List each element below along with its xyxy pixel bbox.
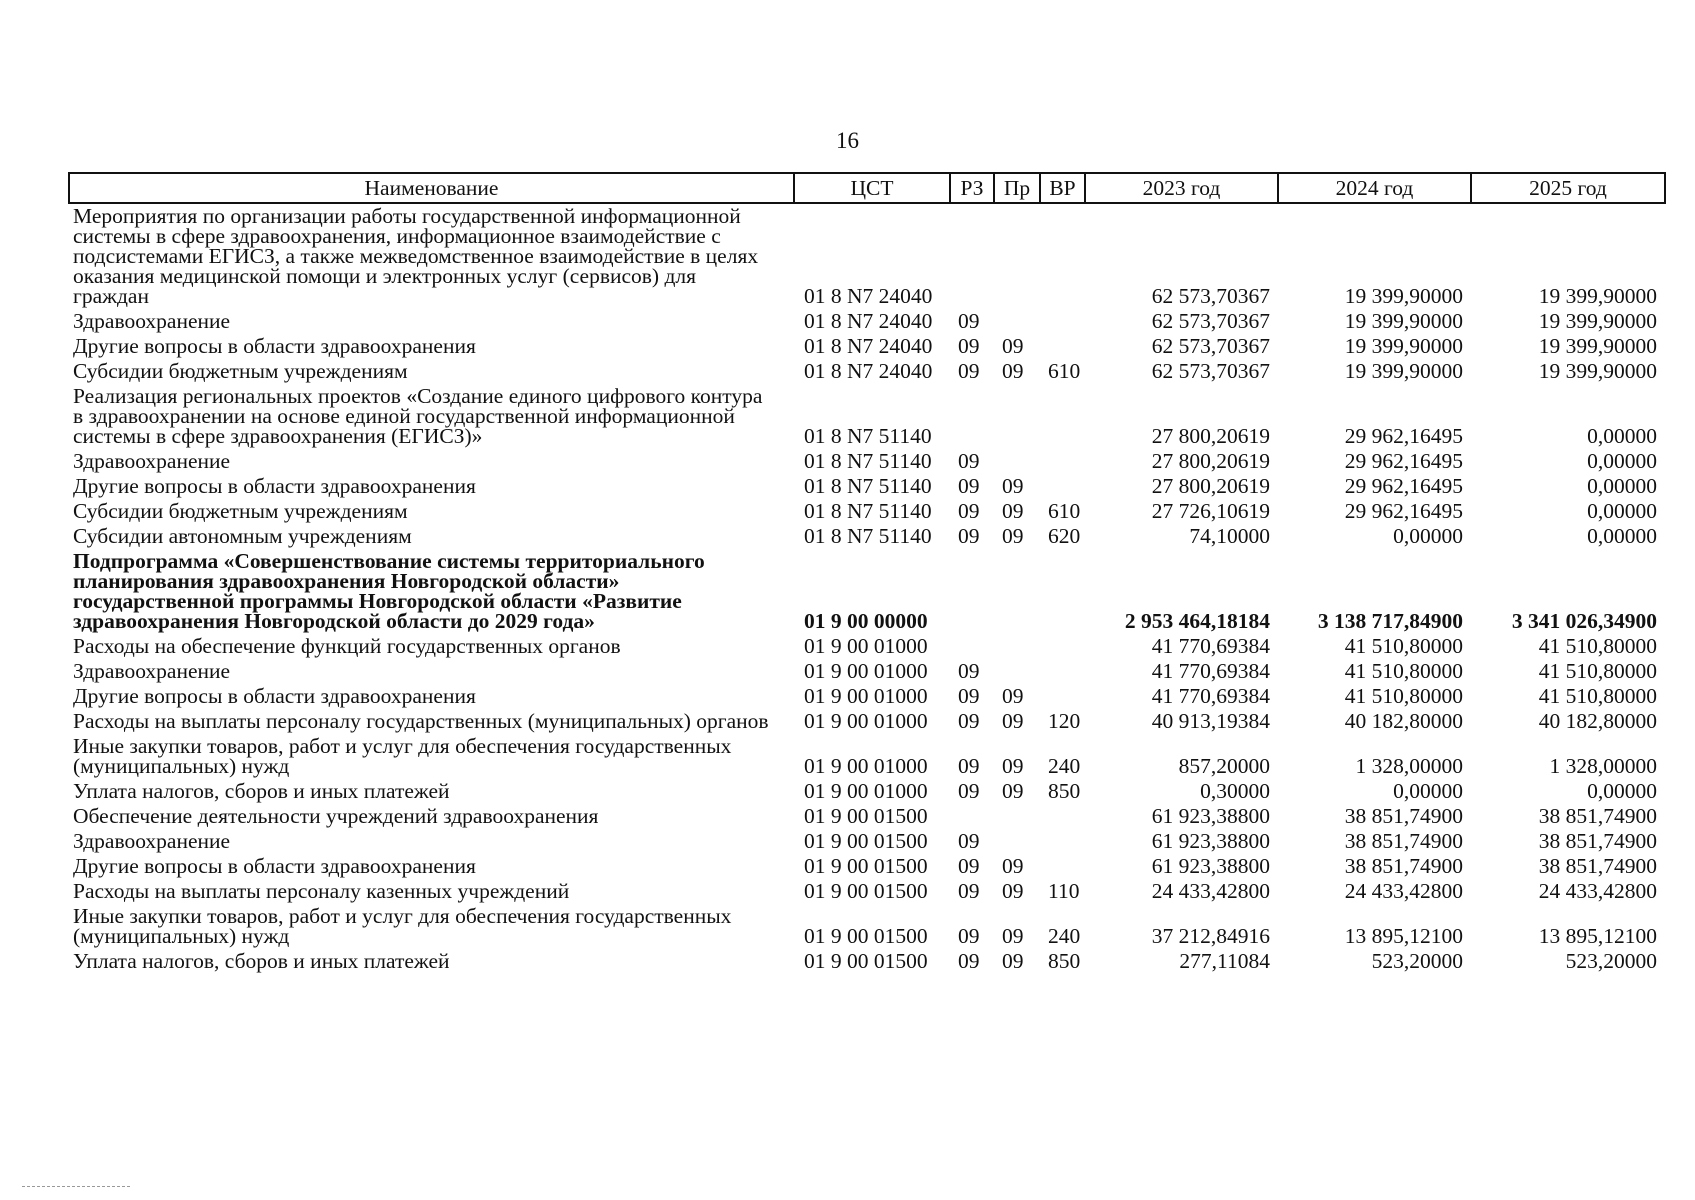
cell-rz <box>950 804 994 829</box>
cell-rz: 09 <box>958 854 980 878</box>
cell-2024: 38 851,74900 <box>1344 854 1463 878</box>
header-cst: ЦСТ <box>794 173 950 203</box>
table-row <box>69 524 1665 549</box>
cell-2023: 61 923,38800 <box>1151 854 1270 878</box>
cell-2023: 27 800,20619 <box>1151 449 1270 473</box>
cell-cst: 01 8 N7 51140 <box>804 424 932 448</box>
cell-2023: 27 800,20619 <box>1151 424 1270 448</box>
cell-cst: 01 9 00 01500 <box>804 804 928 828</box>
cell-pr <box>994 384 1040 449</box>
cell-vr <box>1040 334 1085 359</box>
cell-rz: 09 <box>958 474 980 498</box>
header-2023: 2023 год <box>1085 173 1278 203</box>
cell-2025: 0,00000 <box>1587 424 1657 448</box>
cell-2023: 62 573,70367 <box>1151 309 1270 333</box>
cell-rz: 09 <box>958 949 980 973</box>
cell-2025: 523,20000 <box>1565 949 1657 973</box>
cell-pr: 09 <box>1002 779 1024 803</box>
cell-name: Здравоохранение <box>73 829 231 853</box>
cell-vr <box>1040 829 1085 854</box>
cell-cst: 01 8 N7 24040 <box>804 334 933 358</box>
cell-vr: 120 <box>1048 709 1081 733</box>
cell-2025: 0,00000 <box>1587 524 1657 548</box>
cell-name: Уплата налогов, сборов и иных платежей <box>73 949 450 973</box>
cell-rz <box>950 549 994 634</box>
cell-pr: 09 <box>1002 334 1024 358</box>
cell-2025: 3 341 026,34900 <box>1511 609 1657 633</box>
table-row <box>69 549 1665 634</box>
cell-rz: 09 <box>958 449 980 473</box>
cell-pr: 09 <box>1002 854 1024 878</box>
cell-name: Расходы на выплаты персоналу государственных (муниципальных) органов <box>73 709 769 733</box>
cell-pr: 09 <box>1002 949 1024 973</box>
table-row <box>69 829 1665 854</box>
cell-pr: 09 <box>1002 524 1024 548</box>
cell-2025: 1 328,00000 <box>1549 754 1657 778</box>
cell-2023: 61 923,38800 <box>1151 829 1270 853</box>
cell-2024: 41 510,80000 <box>1344 634 1463 658</box>
cell-2023: 62 573,70367 <box>1151 334 1270 358</box>
cell-rz: 09 <box>958 524 980 548</box>
cell-2024: 41 510,80000 <box>1344 659 1463 683</box>
cell-name: Расходы на выплаты персоналу казенных учреждений <box>73 879 570 903</box>
cell-vr <box>1040 684 1085 709</box>
cell-pr: 09 <box>1002 474 1024 498</box>
cell-cst: 01 9 00 01500 <box>804 854 928 878</box>
cell-2024: 19 399,90000 <box>1344 284 1463 308</box>
cell-rz: 09 <box>958 684 980 708</box>
cell-name: Здравоохранение <box>73 309 231 333</box>
cell-pr: 09 <box>1002 709 1024 733</box>
table-row <box>69 709 1665 734</box>
cell-2023: 74,10000 <box>1189 524 1270 548</box>
cell-2025: 41 510,80000 <box>1538 684 1657 708</box>
cell-2024: 29 962,16495 <box>1344 474 1463 498</box>
cell-pr: 09 <box>1002 499 1024 523</box>
cell-2023: 41 770,69384 <box>1151 684 1270 708</box>
table-body <box>69 203 1665 974</box>
cell-cst: 01 8 N7 51140 <box>804 474 932 498</box>
cell-name: Другие вопросы в области здравоохранения <box>73 684 476 708</box>
cell-vr: 620 <box>1048 524 1081 548</box>
cell-2025: 38 851,74900 <box>1538 829 1657 853</box>
cell-2025: 13 895,12100 <box>1538 924 1657 948</box>
cell-rz: 09 <box>958 754 980 778</box>
cell-vr: 850 <box>1048 779 1081 803</box>
cell-cst: 01 9 00 01500 <box>804 949 928 973</box>
cell-vr: 610 <box>1048 499 1081 523</box>
table-row <box>69 734 1665 779</box>
cell-vr: 850 <box>1048 949 1081 973</box>
cell-rz: 09 <box>958 829 980 853</box>
cell-2024: 40 182,80000 <box>1344 709 1463 733</box>
cell-name: Другие вопросы в области здравоохранения <box>73 854 476 878</box>
cell-cst: 01 9 00 01000 <box>804 709 928 733</box>
cell-name: Здравоохранение <box>73 659 231 683</box>
table-header-row <box>69 173 1665 203</box>
cell-2024: 38 851,74900 <box>1344 804 1463 828</box>
cell-pr <box>994 659 1040 684</box>
header-2025: 2025 год <box>1471 173 1665 203</box>
cell-cst: 01 9 00 01500 <box>804 879 928 903</box>
cell-2023: 0,30000 <box>1200 779 1270 803</box>
cell-2025: 19 399,90000 <box>1538 334 1657 358</box>
cell-2024: 41 510,80000 <box>1344 684 1463 708</box>
cell-cst: 01 9 00 01000 <box>804 754 928 778</box>
cell-2023: 62 573,70367 <box>1151 284 1270 308</box>
cell-2025: 24 433,42800 <box>1538 879 1657 903</box>
cell-cst: 01 9 00 01000 <box>804 779 928 803</box>
cell-rz: 09 <box>958 334 980 358</box>
cell-2025: 38 851,74900 <box>1538 804 1657 828</box>
cell-cst: 01 9 00 01500 <box>804 829 928 853</box>
cell-name: Субсидии бюджетным учреждениям <box>73 499 408 523</box>
header-2024: 2024 год <box>1278 173 1471 203</box>
cell-2023: 24 433,42800 <box>1151 879 1270 903</box>
cell-vr <box>1040 203 1085 309</box>
header-rz: РЗ <box>950 173 994 203</box>
cell-rz <box>950 384 994 449</box>
cell-2023: 27 800,20619 <box>1151 474 1270 498</box>
cell-2025: 19 399,90000 <box>1538 359 1657 383</box>
cell-rz: 09 <box>958 779 980 803</box>
table-row <box>69 309 1665 334</box>
header-name: Наименование <box>69 173 794 203</box>
cell-2023: 62 573,70367 <box>1151 359 1270 383</box>
cell-vr: 110 <box>1048 879 1080 903</box>
table-row <box>69 334 1665 359</box>
cell-vr: 610 <box>1048 359 1081 383</box>
cell-rz: 09 <box>958 709 980 733</box>
cell-vr <box>1040 449 1085 474</box>
cell-cst: 01 8 N7 51140 <box>804 449 932 473</box>
cell-2025: 38 851,74900 <box>1538 854 1657 878</box>
cell-2024: 24 433,42800 <box>1344 879 1463 903</box>
cell-2025: 0,00000 <box>1587 449 1657 473</box>
cell-cst: 01 8 N7 24040 <box>804 309 933 333</box>
table-row <box>69 449 1665 474</box>
cell-vr <box>1040 474 1085 499</box>
cell-cst: 01 8 N7 24040 <box>804 284 933 308</box>
cell-cst: 01 9 00 01500 <box>804 924 928 948</box>
cell-vr <box>1040 804 1085 829</box>
cell-pr <box>994 449 1040 474</box>
cell-2024: 19 399,90000 <box>1344 309 1463 333</box>
cell-2023: 857,20000 <box>1178 754 1270 778</box>
cell-2025: 41 510,80000 <box>1538 659 1657 683</box>
cell-2025: 0,00000 <box>1587 779 1657 803</box>
table-row <box>69 804 1665 829</box>
cell-2025: 40 182,80000 <box>1538 709 1657 733</box>
cell-pr <box>994 804 1040 829</box>
cell-2024: 13 895,12100 <box>1344 924 1463 948</box>
cell-2024: 29 962,16495 <box>1344 424 1463 448</box>
table-row <box>69 359 1665 384</box>
cell-name: Другие вопросы в области здравоохранения <box>73 474 476 498</box>
cell-2023: 40 913,19384 <box>1151 709 1270 733</box>
cell-pr: 09 <box>1002 879 1024 903</box>
cell-vr <box>1040 634 1085 659</box>
cell-2024: 3 138 717,84900 <box>1317 609 1463 633</box>
table-row <box>69 879 1665 904</box>
cell-rz <box>950 203 994 309</box>
cell-2023: 61 923,38800 <box>1151 804 1270 828</box>
cell-vr <box>1040 549 1085 634</box>
cell-vr: 240 <box>1048 924 1081 948</box>
cell-name: Здравоохранение <box>73 449 231 473</box>
cell-2025: 0,00000 <box>1587 474 1657 498</box>
header-pr: Пр <box>994 173 1040 203</box>
cell-name: Реализация региональных проектов «Создание единого цифрового контура в здравоохранении на основе единой государственной информационной системы в сфере здравоохранения (ЕГИСЗ)» <box>73 384 763 448</box>
cell-2024: 19 399,90000 <box>1344 359 1463 383</box>
cell-name: Расходы на обеспечение функций государственных органов <box>73 634 621 658</box>
cell-pr <box>994 309 1040 334</box>
cell-pr: 09 <box>1002 754 1024 778</box>
cell-cst: 01 8 N7 24040 <box>804 359 933 383</box>
cell-cst: 01 9 00 00000 <box>804 609 928 633</box>
cell-name: Иные закупки товаров, работ и услуг для обеспечения государственных (муниципальных) нужд <box>73 734 732 778</box>
cell-2024: 1 328,00000 <box>1355 754 1463 778</box>
table-row <box>69 684 1665 709</box>
cell-vr <box>1040 384 1085 449</box>
cell-2024: 29 962,16495 <box>1344 449 1463 473</box>
cell-name: Обеспечение деятельности учреждений здравоохранения <box>73 804 599 828</box>
header-vr: ВР <box>1040 173 1085 203</box>
cell-2023: 277,11084 <box>1179 949 1270 973</box>
cell-pr: 09 <box>1002 684 1024 708</box>
cell-pr <box>994 203 1040 309</box>
cell-2025: 19 399,90000 <box>1538 284 1657 308</box>
cell-vr <box>1040 309 1085 334</box>
cell-pr <box>994 634 1040 659</box>
cell-rz: 09 <box>958 924 980 948</box>
cell-2024: 19 399,90000 <box>1344 334 1463 358</box>
cell-rz: 09 <box>958 659 980 683</box>
cell-name: Мероприятия по организации работы государственной информационной системы в сфере здравоохранения, информационное взаимодействие с подсистемами ЕГИСЗ, а также межведомственное взаимодействие в целях оказания медицинской помощи и электронных услуг (сервисов) для граждан <box>73 204 759 308</box>
cell-cst: 01 8 N7 51140 <box>804 524 932 548</box>
cell-rz: 09 <box>958 499 980 523</box>
table-row <box>69 854 1665 879</box>
cell-pr: 09 <box>1002 359 1024 383</box>
cell-cst: 01 9 00 01000 <box>804 659 928 683</box>
table-row <box>69 659 1665 684</box>
table-row <box>69 904 1665 949</box>
cell-2023: 27 726,10619 <box>1151 499 1270 523</box>
cell-2023: 37 212,84916 <box>1151 924 1270 948</box>
cell-2024: 29 962,16495 <box>1344 499 1463 523</box>
cell-vr <box>1040 854 1085 879</box>
table-row <box>69 203 1665 309</box>
cell-2025: 0,00000 <box>1587 499 1657 523</box>
cell-2024: 38 851,74900 <box>1344 829 1463 853</box>
cell-2024: 0,00000 <box>1393 779 1463 803</box>
cell-2023: 41 770,69384 <box>1151 634 1270 658</box>
cell-name: Другие вопросы в области здравоохранения <box>73 334 476 358</box>
cell-2024: 523,20000 <box>1371 949 1463 973</box>
cell-rz: 09 <box>958 309 980 333</box>
scan-mark <box>22 1186 130 1189</box>
table-row <box>69 499 1665 524</box>
cell-name: Субсидии автономным учреждениям <box>73 524 412 548</box>
cell-name: Подпрограмма «Совершенствование системы территориального планирования здравоохранения Новгородской области» государственной программы Новгородской области «Развитие здравоохранения Новгородской области до 2029 года» <box>73 549 705 633</box>
cell-cst: 01 8 N7 51140 <box>804 499 932 523</box>
cell-rz <box>950 634 994 659</box>
cell-rz: 09 <box>958 359 980 383</box>
cell-rz: 09 <box>958 879 980 903</box>
cell-vr <box>1040 659 1085 684</box>
table-row <box>69 779 1665 804</box>
table-row <box>69 474 1665 499</box>
cell-name: Субсидии бюджетным учреждениям <box>73 359 408 383</box>
table-row <box>69 949 1665 974</box>
cell-2023: 2 953 464,18184 <box>1124 609 1270 633</box>
cell-cst: 01 9 00 01000 <box>804 634 928 658</box>
cell-cst: 01 9 00 01000 <box>804 684 928 708</box>
cell-2023: 41 770,69384 <box>1151 659 1270 683</box>
table-row <box>69 384 1665 449</box>
cell-pr: 09 <box>1002 924 1024 948</box>
table-row <box>69 634 1665 659</box>
cell-vr: 240 <box>1048 754 1081 778</box>
cell-name: Уплата налогов, сборов и иных платежей <box>73 779 450 803</box>
cell-2025: 41 510,80000 <box>1538 634 1657 658</box>
cell-2024: 0,00000 <box>1393 524 1463 548</box>
page-number: 16 <box>836 128 859 153</box>
cell-pr <box>994 829 1040 854</box>
budget-table <box>68 172 1666 974</box>
cell-name: Иные закупки товаров, работ и услуг для обеспечения государственных (муниципальных) нужд <box>73 904 732 948</box>
cell-2025: 19 399,90000 <box>1538 309 1657 333</box>
cell-pr <box>994 549 1040 634</box>
